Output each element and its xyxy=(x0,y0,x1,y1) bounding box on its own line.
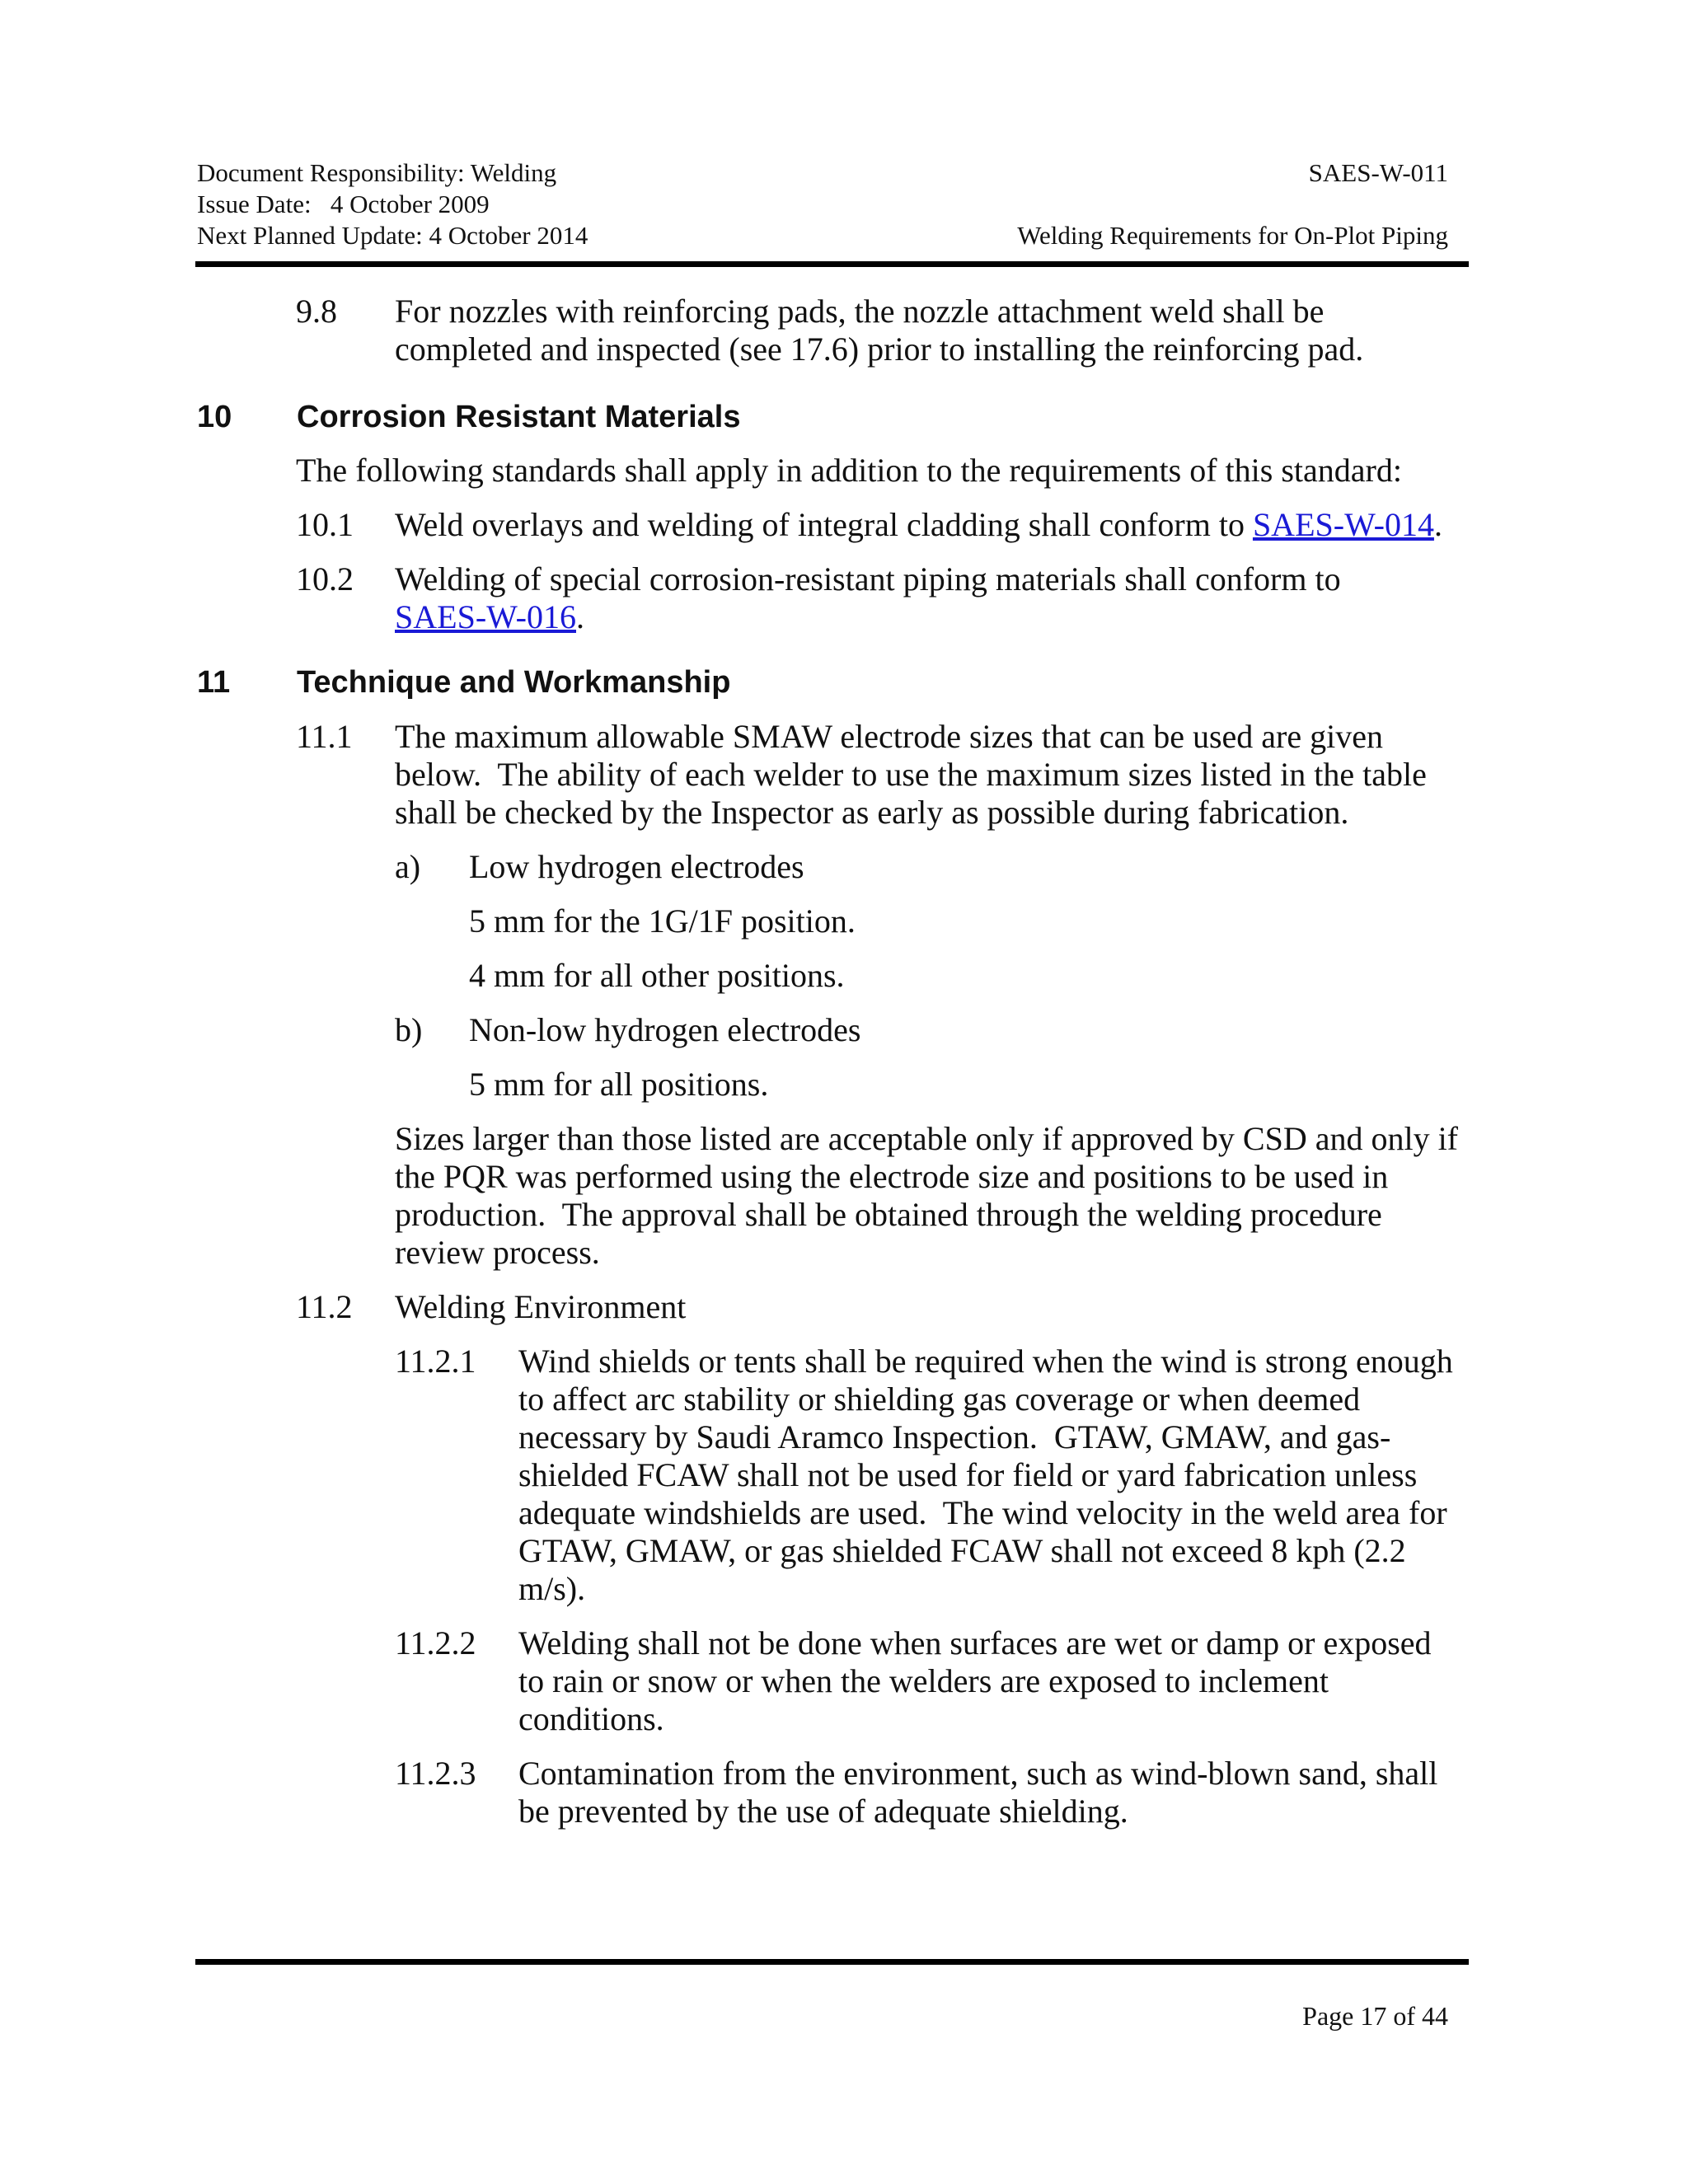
paragraph-line: below. The ability of each welder to use the maximum sizes listed in the table xyxy=(395,756,1427,793)
paragraph-line xyxy=(395,506,1442,544)
paragraph-line: shall be checked by the Inspector as early as possible during fabrication. xyxy=(395,794,1349,831)
section-number: 11.2 xyxy=(296,1288,353,1325)
header-rule xyxy=(195,261,1469,267)
paragraph-line: completed and inspected (see 17.6) prior to installing the reinforcing pad. xyxy=(395,330,1364,368)
paragraph-line: The maximum allowable SMAW electrode sizes that can be used are given xyxy=(395,718,1383,755)
list-label: a) xyxy=(395,848,421,885)
list-subitem: 5 mm for all positions. xyxy=(469,1066,769,1103)
saes-w-014-link[interactable]: SAES-W-014 xyxy=(1252,506,1434,543)
section-number: 11.1 xyxy=(296,718,353,755)
section-number: 11.2.3 xyxy=(395,1755,476,1792)
paragraph-line: m/s). xyxy=(518,1570,586,1607)
section-heading-number: 10 xyxy=(197,400,232,434)
section-intro: The following standards shall apply in addition to the requirements of this standard: xyxy=(296,452,1402,489)
paragraph-line: production. The approval shall be obtained through the welding procedure xyxy=(395,1196,1382,1233)
section-number: 11.2.2 xyxy=(395,1624,476,1661)
doc-number: SAES-W-011 xyxy=(1308,158,1448,187)
paragraph-line: Wind shields or tents shall be required when the wind is strong enough xyxy=(518,1343,1453,1380)
paragraph-line: the PQR was performed using the electrode size and positions to be used in xyxy=(395,1158,1389,1195)
section-heading: Corrosion Resistant Materials xyxy=(297,400,741,434)
paragraph-line: conditions. xyxy=(518,1700,664,1737)
issue-date: Issue Date: 4 October 2009 xyxy=(197,190,490,218)
paragraph-line: Welding shall not be done when surfaces are wet or damp or exposed xyxy=(518,1624,1432,1661)
paragraph-text: Weld overlays and welding of integral cladding shall conform to xyxy=(395,506,1253,543)
list-item: Non-low hydrogen electrodes xyxy=(469,1011,861,1048)
punctuation: . xyxy=(576,598,584,635)
list-label: b) xyxy=(395,1011,423,1048)
paragraph-line: be prevented by the use of adequate shielding. xyxy=(518,1793,1128,1830)
paragraph-line: Contamination from the environment, such as wind-blown sand, shall xyxy=(518,1755,1438,1792)
section-number: 10.1 xyxy=(296,506,354,543)
subsection-title: Welding Environment xyxy=(395,1288,687,1325)
paragraph-line xyxy=(395,598,584,636)
paragraph-line: GTAW, GMAW, or gas shielded FCAW shall not exceed 8 kph (2.2 xyxy=(518,1532,1406,1569)
list-subitem: 4 mm for all other positions. xyxy=(469,957,845,994)
doc-responsibility: Document Responsibility: Welding xyxy=(197,158,557,187)
page-number: Page 17 of 44 xyxy=(1302,2001,1448,2031)
footer-rule xyxy=(195,1959,1469,1965)
paragraph-line: shielded FCAW shall not be used for field or yard fabrication unless xyxy=(518,1456,1418,1493)
section-number: 11.2.1 xyxy=(395,1343,476,1380)
section-heading-number: 11 xyxy=(197,665,231,700)
paragraph-line: For nozzles with reinforcing pads, the nozzle attachment weld shall be xyxy=(395,293,1325,330)
list-item: Low hydrogen electrodes xyxy=(469,848,804,885)
list-subitem: 5 mm for the 1G/1F position. xyxy=(469,902,856,940)
punctuation: . xyxy=(1433,506,1442,543)
section-number: 10.2 xyxy=(296,560,354,598)
section-heading: Technique and Workmanship xyxy=(297,665,731,700)
next-planned-update: Next Planned Update: 4 October 2014 xyxy=(197,221,588,250)
section-number: 9.8 xyxy=(296,293,337,330)
paragraph-line: to affect arc stability or shielding gas coverage or when deemed xyxy=(518,1380,1361,1418)
saes-w-016-link[interactable]: SAES-W-016 xyxy=(395,598,576,635)
paragraph-line: Sizes larger than those listed are acceptable only if approved by CSD and only if xyxy=(395,1120,1458,1157)
paragraph-line: adequate windshields are used. The wind velocity in the weld area for xyxy=(518,1494,1447,1531)
paragraph-line: Welding of special corrosion-resistant piping materials shall conform to xyxy=(395,560,1341,598)
paragraph-line: necessary by Saudi Aramco Inspection. GTAW, GMAW, and gas- xyxy=(518,1418,1391,1455)
paragraph-line: to rain or snow or when the welders are exposed to inclement xyxy=(518,1662,1329,1699)
paragraph-line: review process. xyxy=(395,1234,600,1271)
doc-title: Welding Requirements for On-Plot Piping xyxy=(1017,221,1448,250)
